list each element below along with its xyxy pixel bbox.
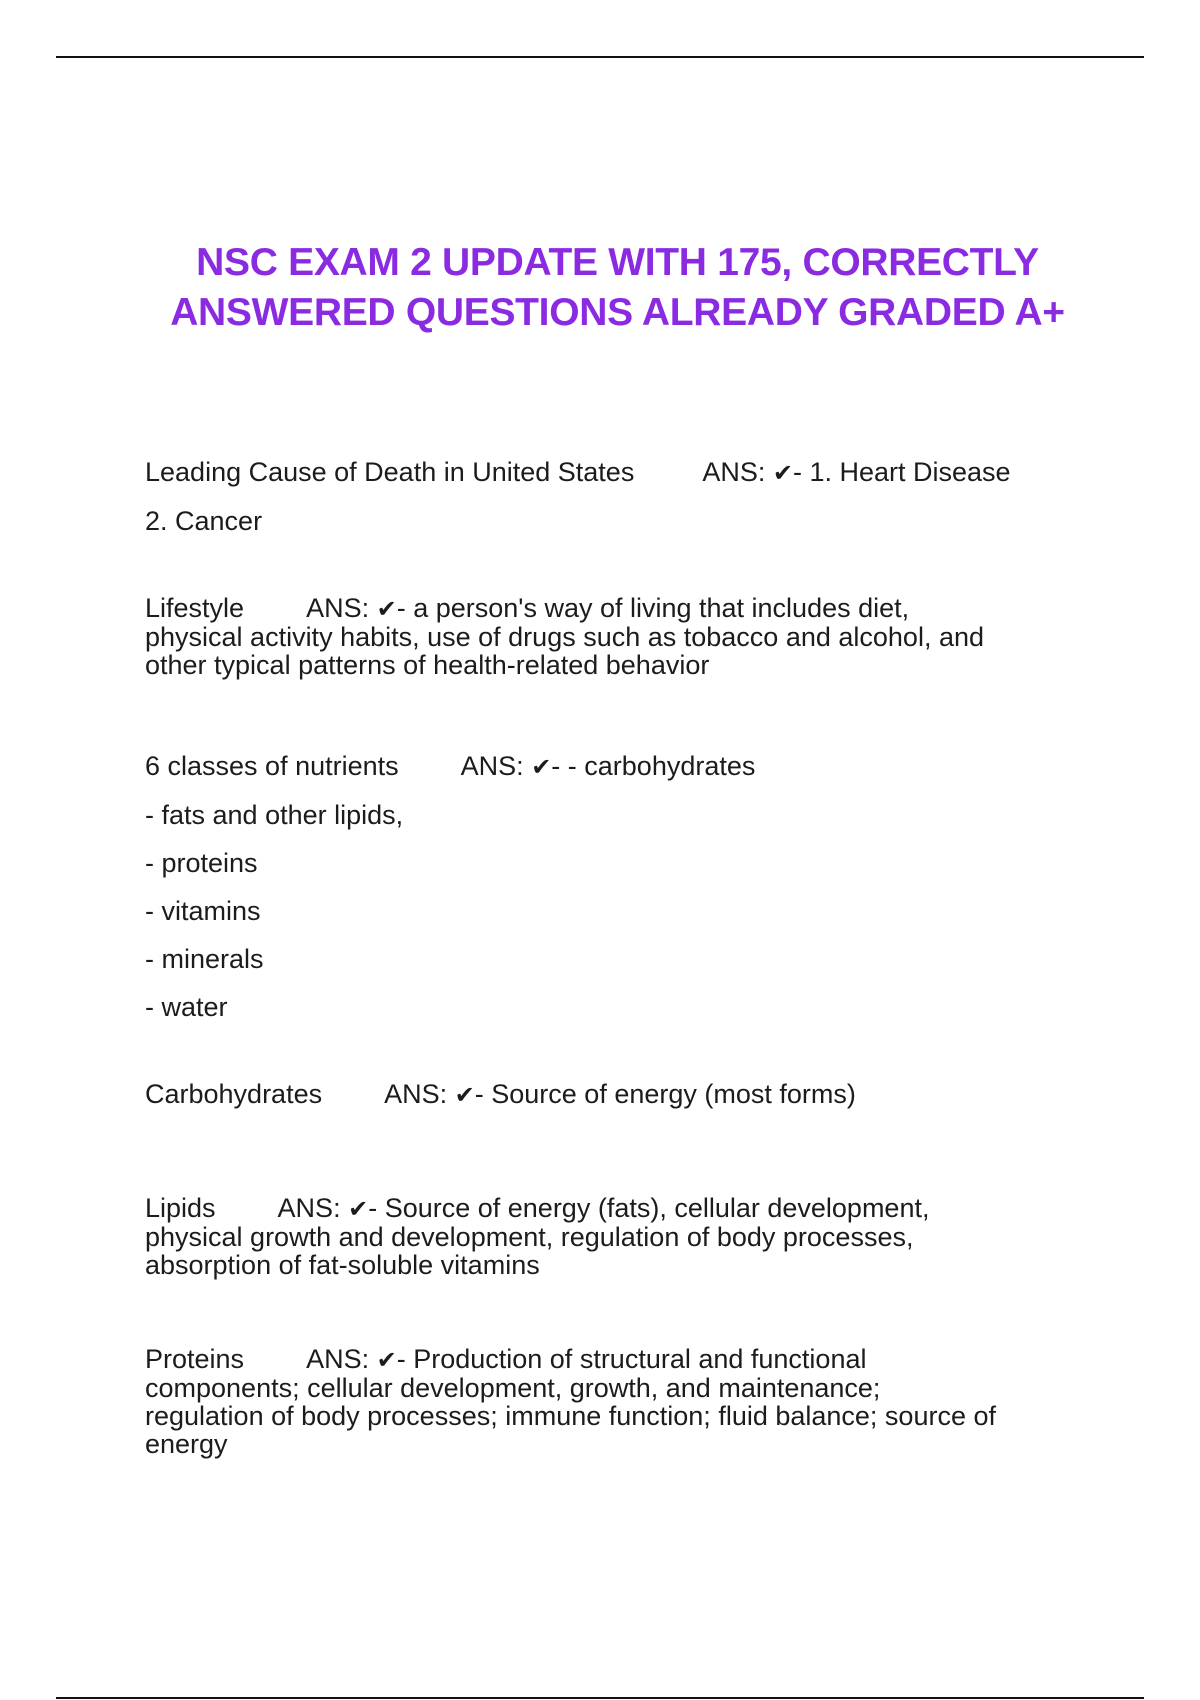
qa-item-lifestyle: [145, 594, 1095, 679]
qa-answer-line: - water: [145, 992, 228, 1022]
qa-answer-line: - proteins: [145, 848, 258, 878]
top-divider: [56, 56, 1144, 58]
qa-term: Lipids: [145, 1193, 216, 1223]
bottom-divider: [56, 1697, 1144, 1699]
qa-answer-line: - minerals: [145, 944, 264, 974]
qa-item-carbohydrates: [145, 1080, 1095, 1109]
ans-label: ANS:: [306, 1344, 370, 1374]
qa-answer-line: components; cellular development, growth, and maintenance;: [145, 1373, 881, 1403]
qa-item-nutrient-classes: [145, 742, 1095, 1031]
qa-first-line: [145, 594, 1095, 623]
checkmark-icon: ✔: [376, 1346, 397, 1374]
checkmark-icon: ✔: [531, 753, 552, 781]
qa-term: 6 classes of nutrients: [145, 751, 399, 781]
title-line-1: NSC EXAM 2 UPDATE WITH 175, CORRECTLY: [196, 241, 1039, 284]
qa-item-lipids: [145, 1194, 1095, 1279]
qa-term: Carbohydrates: [145, 1079, 323, 1109]
qa-answer-line: energy: [145, 1429, 228, 1459]
qa-first-line: [145, 448, 1095, 497]
qa-first-line: [145, 1080, 1095, 1109]
ans-label: ANS:: [702, 457, 766, 487]
qa-answer: - a person's way of living that includes diet,: [396, 593, 910, 623]
qa-answer-line: absorption of fat-soluble vitamins: [145, 1250, 540, 1280]
title-line-2: ANSWERED QUESTIONS ALREADY GRADED A+: [170, 291, 1065, 334]
qa-first-line: [145, 742, 1095, 791]
qa-first-line: [145, 1194, 1095, 1223]
ans-label: ANS:: [460, 751, 524, 781]
qa-term: Lifestyle: [145, 593, 245, 623]
ans-label: ANS:: [306, 593, 370, 623]
qa-answer-line: - fats and other lipids,: [145, 800, 404, 830]
ans-label: ANS:: [277, 1193, 341, 1223]
qa-answer-line: - vitamins: [145, 896, 261, 926]
checkmark-icon: ✔: [454, 1081, 475, 1109]
qa-answer: - Source of energy (most forms): [474, 1079, 856, 1109]
qa-answer: - Production of structural and functional: [396, 1344, 867, 1374]
qa-first-line: [145, 1345, 1095, 1374]
qa-item-proteins: [145, 1345, 1095, 1458]
qa-answer: - 1. Heart Disease: [792, 457, 1011, 487]
document-title: [0, 238, 1200, 338]
qa-answer-line: regulation of body processes; immune function; fluid balance; source of: [145, 1401, 996, 1431]
qa-answer: - - carbohydrates: [551, 751, 756, 781]
qa-answer-line: 2. Cancer: [145, 506, 263, 536]
checkmark-icon: ✔: [376, 595, 397, 623]
qa-answer-line: other typical patterns of health-related behavior: [145, 650, 710, 680]
qa-term: Leading Cause of Death in United States: [145, 457, 635, 487]
ans-label: ANS:: [384, 1079, 448, 1109]
qa-answer: - Source of energy (fats), cellular development,: [368, 1193, 930, 1223]
qa-answer-line: physical growth and development, regulation of body processes,: [145, 1222, 914, 1252]
qa-term: Proteins: [145, 1344, 245, 1374]
checkmark-icon: ✔: [772, 459, 793, 487]
checkmark-icon: ✔: [348, 1195, 369, 1223]
qa-answer-line: physical activity habits, use of drugs such as tobacco and alcohol, and: [145, 622, 984, 652]
qa-item-leading-cause-of-death: [145, 448, 1095, 545]
